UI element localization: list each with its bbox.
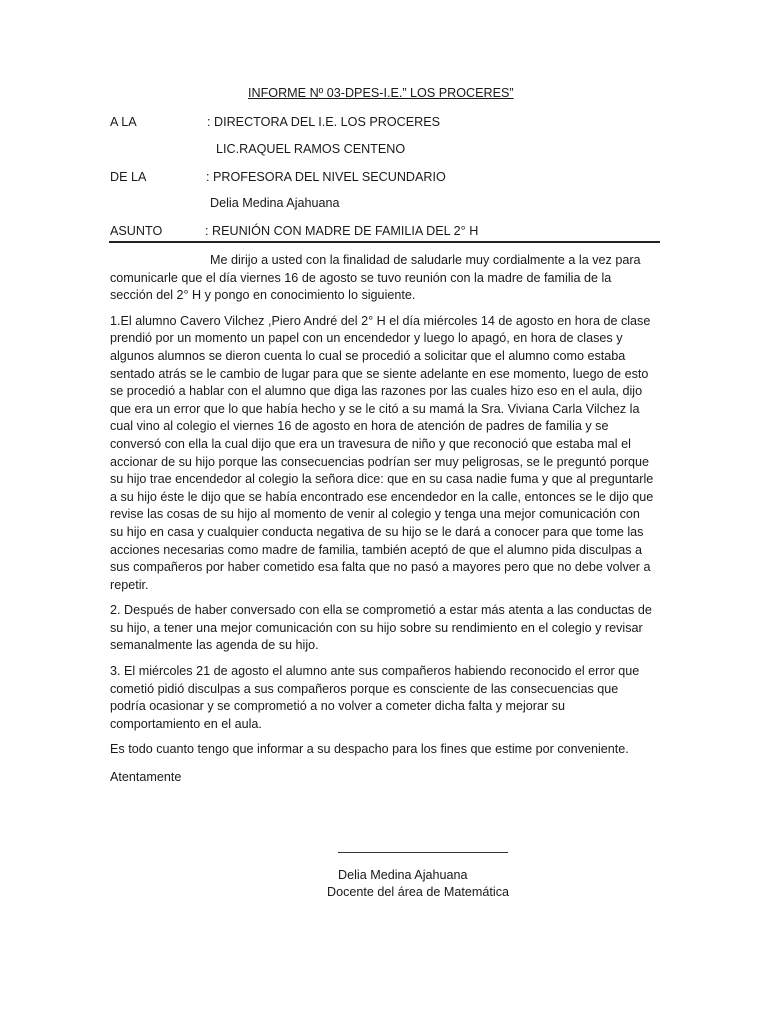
from-value: : PROFESORA DEL NIVEL SECUNDARIO — [206, 170, 446, 184]
report-title: INFORME Nº 03-DPES-I.E.” LOS PROCERES” — [248, 86, 514, 100]
point-3-paragraph: 3. El miércoles 21 de agosto el alumno ante sus compañeros habiendo reconocido el error que cometió pidió disculpas a sus compañeros porque es consciente de las consecuencias que podría ocasionar y se comprometió a no volver a cometer dicha falta y mejorar su comportamiento en el aula. — [110, 664, 640, 731]
point-2-paragraph: 2. Después de haber conversado con ella se comprometió a estar más atenta a las conductas de su hijo, a tener una mejor comunicación con su hijo sobre su rendimiento en el colegio y revisar semanalmente las agenda de su hijo. — [110, 603, 652, 653]
to-label: A LA — [110, 115, 137, 129]
signature-line — [338, 852, 508, 853]
signature-name: Delia Medina Ajahuana — [338, 868, 468, 882]
from-label: DE LA — [110, 170, 147, 184]
from-name: Delia Medina Ajahuana — [210, 196, 340, 210]
point-1-paragraph: 1.El alumno Cavero Vilchez ,Piero André del 2° H el día miércoles 14 de agosto en hora de clase prendió por un momento un papel con un encendedor y luego lo apagó, en hora de clases y algunos alumnos se dieron cuenta lo cual se procedió a solicitar que el alumno como estaba sentado atrás se le cambio de lugar para que se siente adelante en ese momento, luego de esto se procedió a hablar con el alumno que diga las razones por las cuales hizo eso en el aula, dijo que era un error que lo que había hecho y se le citó a su mamá la Sra. Viviana Carla Vilchez la cual vino al colegio el viernes 16 de agosto en hora de atención de padres de familia y se conversó con ella la cual dijo que era un travesura de niño y que reconoció que estaba mal el accionar de su hijo porque las consecuencias podrían ser muy peligrosas, se le preguntó porque su hijo trae encendedor al colegio la señora dice: que en su casa nadie fuma y que al preguntarle a su hijo éste le dijo que se había encontrado ese encendedor en la calle, entonces se le dijo que revise las cosas de su hijo al momento de venir al colegio y tenga una mejor comunicación con su hijo en casa y cualquier conducta negativa de su hijo se le dará a conocer para que tome las acciones necesarias como madre de familia, también aceptó de que el alumno pida disculpas a sus compañeros por haber cometido esa falta que no pasó a mayores pero que no debe volver a repetir. — [110, 313, 654, 592]
subject-value: : REUNIÓN CON MADRE DE FAMILIA DEL 2° H — [205, 224, 479, 238]
intro-paragraph: Me dirijo a usted con la finalidad de saludarle muy cordialmente a la vez para comunicarle que el día viernes 16 de agosto se tuvo reunión con la madre de familia de la sección del 2° H y pongo en conocimiento lo siguiente. — [110, 253, 641, 303]
subject-label: ASUNTO — [110, 224, 163, 238]
closing-paragraph: Es todo cuanto tengo que informar a su despacho para los fines que estime por conveniente. — [110, 742, 629, 757]
signature-role: Docente del área de Matemática — [327, 885, 510, 899]
regards-text: Atentamente — [110, 770, 182, 785]
to-value: : DIRECTORA DEL I.E. LOS PROCERES — [207, 115, 441, 129]
report-body — [110, 252, 655, 795]
header-divider — [109, 241, 660, 243]
to-name: LIC.RAQUEL RAMOS CENTENO — [216, 142, 406, 156]
